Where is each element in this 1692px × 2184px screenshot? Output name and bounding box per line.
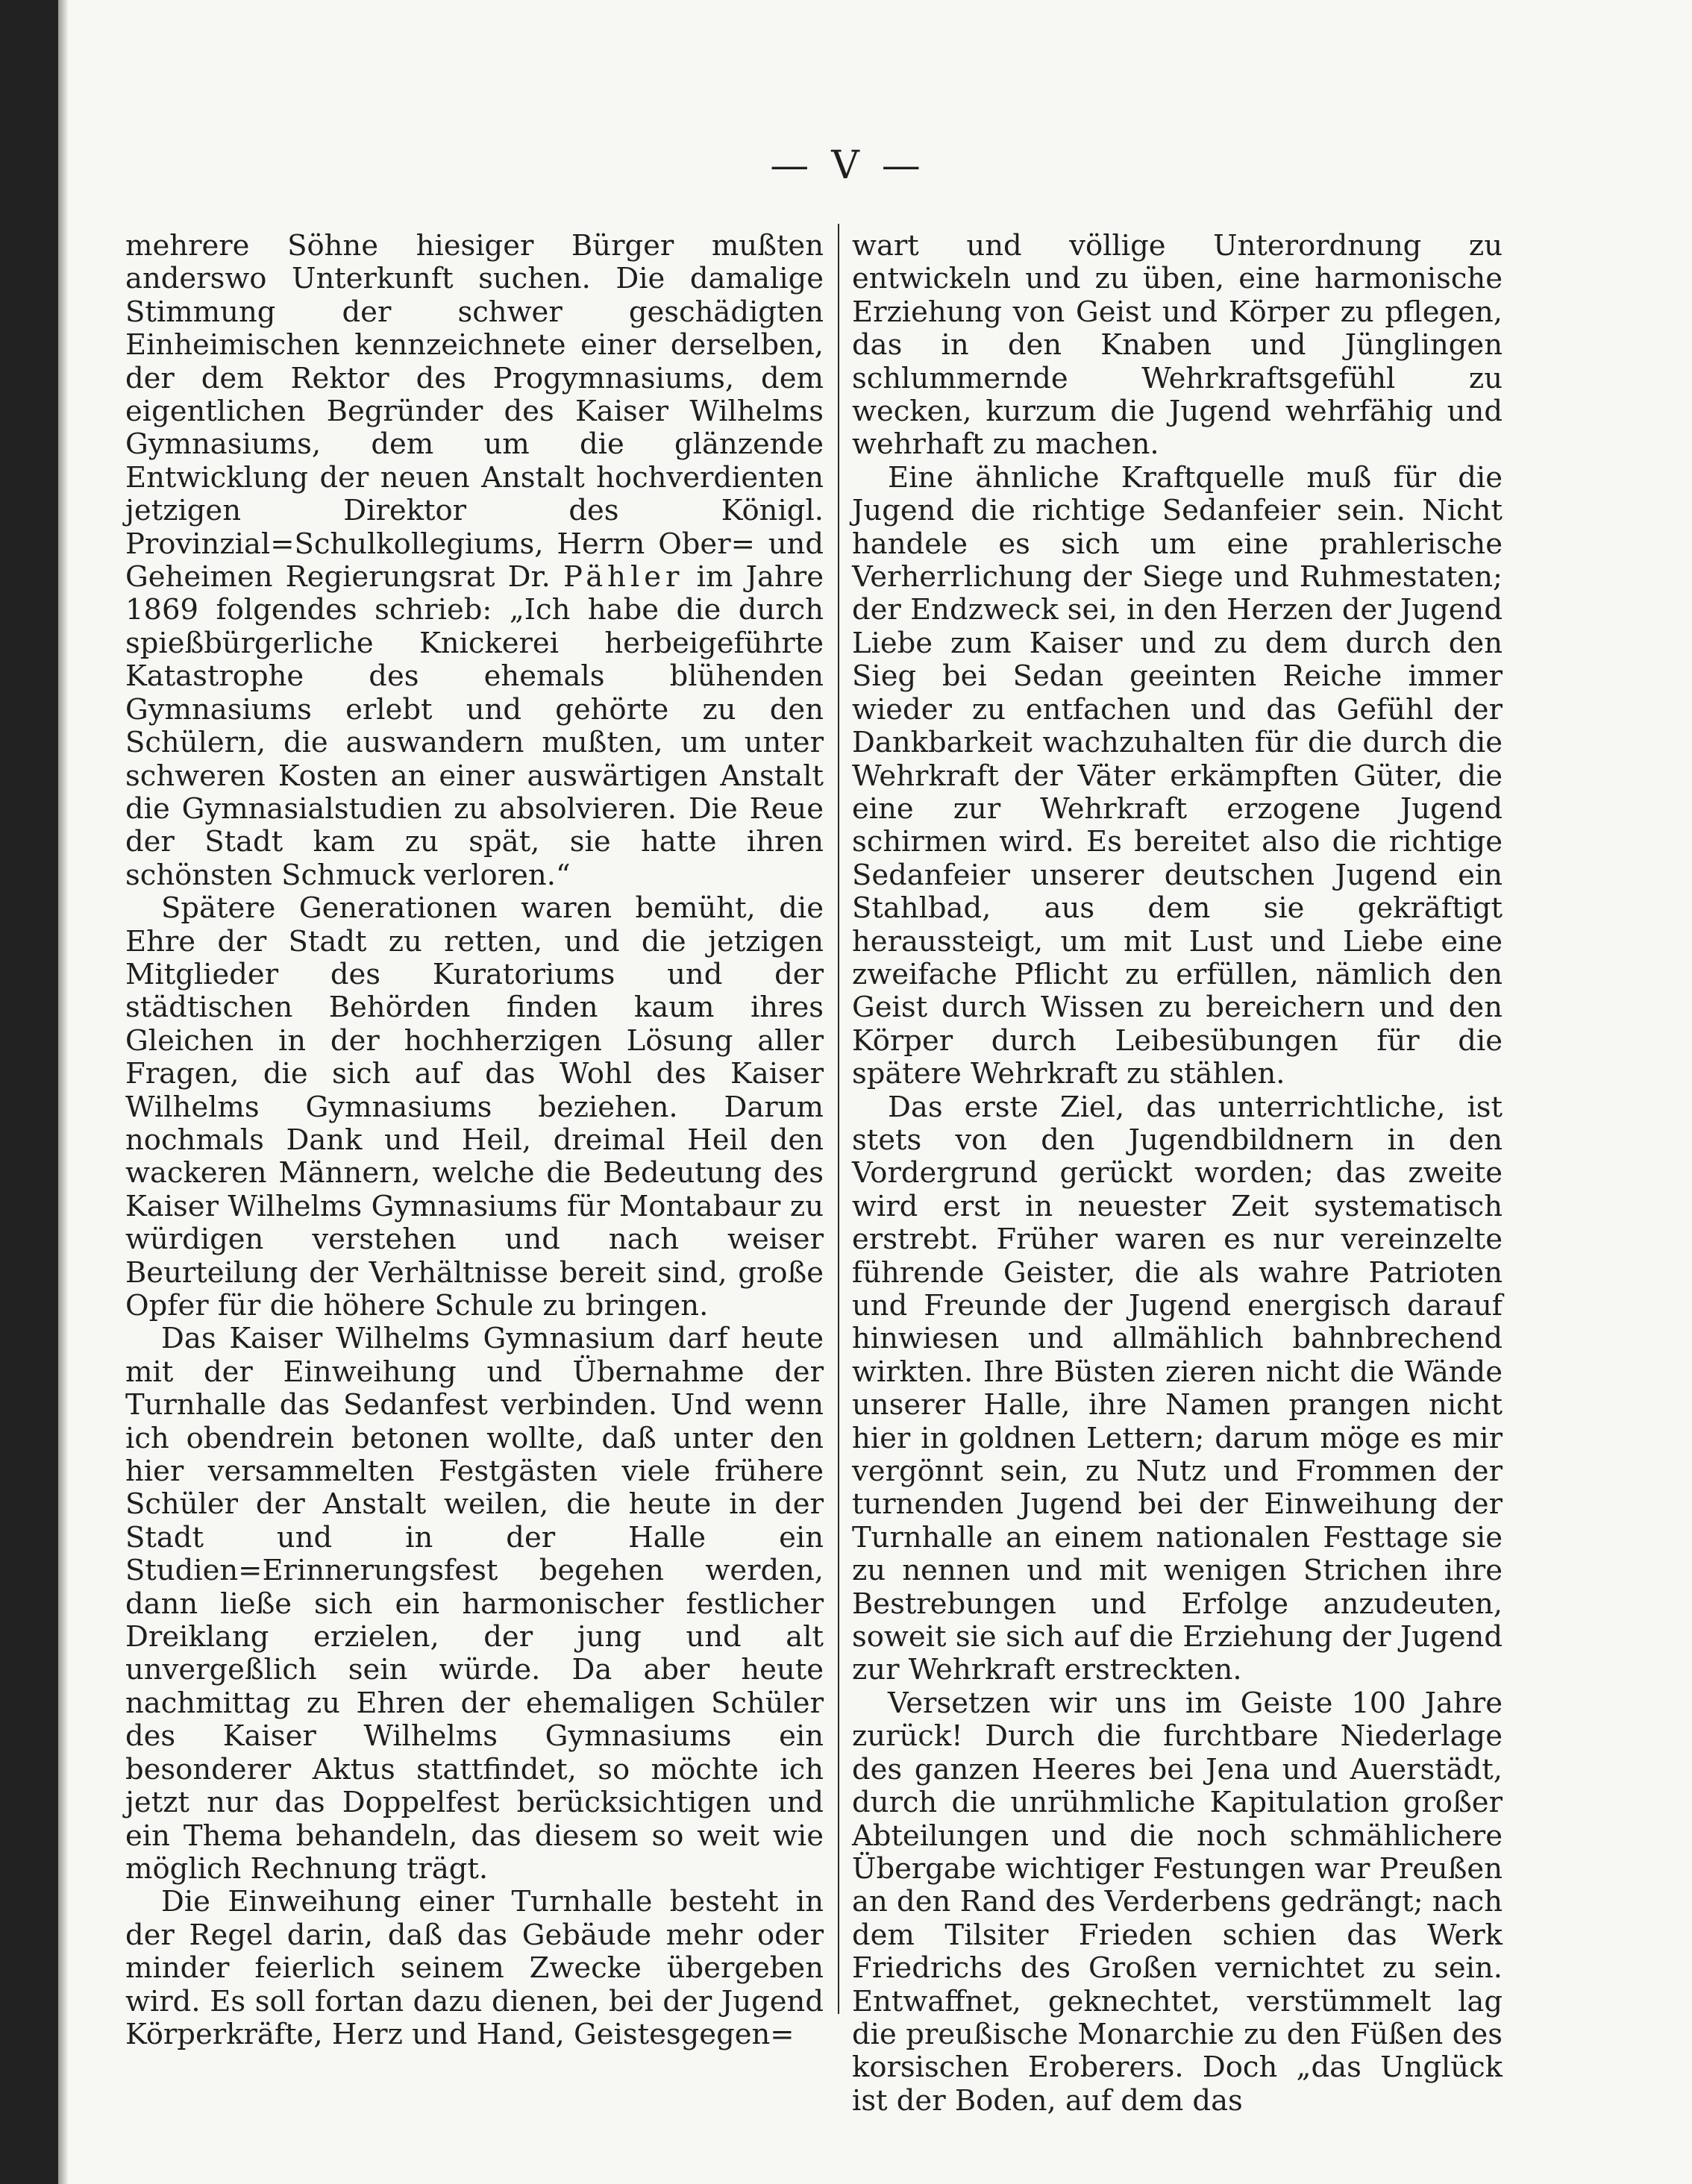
left-paragraph-4: Die Einweihung einer Turnhalle besteht in der Regel darin, daß das Gebäude mehr oder minder feierlich seinem Zwecke übergeben wird. Es soll fortan dazu dienen, bei der Jugend Körperkräfte, Herz und Hand, Geistesgegen= [125, 1885, 824, 2051]
page-binding-edge [0, 0, 58, 2184]
spaced-name-paehler: Pähler [563, 560, 684, 594]
left-paragraph-3: Das Kaiser Wilhelms Gymnasium darf heute mit der Einweihung und Übernahme der Turnhalle das Sedanfest verbinden. Und wenn ich obendrein betonen wollte, daß unter den hier versammelten Festgästen viele frühere Schüler der Anstalt weilen, die heute in der Stadt und in der Halle ein Studien=Erinnerungsfest begehen werden, dann ließe sich ein harmonischer festlicher Dreiklang erzielen, der jung und alt unvergeßlich sein würde. Da aber heute nachmittag zu Ehren der ehemaligen Schüler des Kaiser Wilhelms Gymnasiums ein besonderer Aktus stattfindet, so möchte ich jetzt nur das Doppelfest berücksichtigen und ein Thema behandeln, das diesem so weit wie möglich Rechnung trägt. [125, 1322, 824, 1886]
left-paragraph-2: Spätere Generationen waren bemüht, die Ehre der Stadt zu retten, und die jetzigen Mitglieder des Kuratoriums und der städtischen Behörden finden kaum ihres Gleichen in der hochherzigen Lösung aller Fragen, die sich auf das Wohl des Kaiser Wilhelms Gymnasiums beziehen. Darum nochmals Dank und Heil, dreimal Heil den wackeren Männern, welche die Bedeutung des Kaiser Wilhelms Gymnasiums für Montabaur zu würdigen verstehen und nach weiser Beurteilung der Verhältnisse bereit sind, große Opfer für die höhere Schule zu bringen. [125, 891, 824, 1322]
column-divider [838, 224, 839, 2014]
left-paragraph-1 [125, 230, 824, 892]
left-paragraph-1-part-1: mehrere Söhne hiesiger Bürger mußten anderswo Unterkunft suchen. Die damalige Stimmung der schwer geschädigten Einheimischen kennzeichnete einer derselben, der dem Rektor des Progymnasiums, dem eigentlichen Begründer des Kaiser Wilhelms Gymnasiums, dem um die glänzende Entwicklung der neuen Anstalt hochverdienten jetzigen Direktor des Königl. Provinzial=Schulkollegiums, Herrn Ober= und Geheimen Regierungsrat Dr. [125, 229, 824, 594]
page-binding-shadow [58, 0, 69, 2184]
right-paragraph-4: Versetzen wir uns im Geiste 100 Jahre zurück! Durch die furchtbare Niederlage des ganzen Heeres bei Jena und Auerstädt, durch die unrühmliche Kapitulation großer Abteilungen und die noch schmählichere Übergabe wichtiger Festungen war Preußen an den Rand des Verderbens gedrängt; nach dem Tilsiter Frieden schien das Werk Friedrichs des Großen vernichtet zu sein. Entwaffnet, geknechtet, verstümmelt lag die preußische Monarchie zu den Füßen des korsischen Eroberers. Doch „das Unglück ist der Boden, auf dem das [852, 1686, 1503, 2118]
page-number-header [0, 143, 1692, 188]
right-column [852, 229, 1503, 2118]
page-number-dash-right: — [881, 143, 922, 188]
left-column [125, 229, 824, 2051]
page-number-dash-left: — [770, 143, 811, 188]
right-paragraph-1: wart und völlige Unterordnung zu entwickeln und zu üben, eine harmonische Erziehung von Geist und Körper zu pflegen, das in den Knaben und Jünglingen schlummernde Wehrkraftsgefühl zu wecken, kurzum die Jugend wehrfähig und wehrhaft zu machen. [852, 229, 1503, 462]
page-number: V [831, 143, 861, 188]
right-paragraph-3: Das erste Ziel, das unterrichtliche, ist stets von den Jugendbildnern in den Vordergrund gerückt worden; das zweite wird erst in neuester Zeit systematisch erstrebt. Früher waren es nur vereinzelte führende Geister, die als wahre Patrioten und Freunde der Jugend energisch darauf hinwiesen und allmählich bahnbrechend wirkten. Ihre Büsten zieren nicht die Wände unserer Halle, ihre Namen prangen nicht hier in goldnen Lettern; darum möge es mir vergönnt sein, zu Nutz und Frommen der turnenden Jugend bei der Einweihung der Turnhalle an einem nationalen Festtage sie zu nennen und mit wenigen Strichen ihre Bestrebungen und Erfolge anzudeuten, soweit sie sich auf die Erziehung der Jugend zur Wehrkraft erstreckten. [852, 1090, 1503, 1687]
right-paragraph-2: Eine ähnliche Kraftquelle muß für die Jugend die richtige Sedanfeier sein. Nicht handele es sich um eine prahlerische Verherrlichung der Siege und Ruhmestaten; der Endzweck sei, in den Herzen der Jugend Liebe zum Kaiser und zu dem durch den Sieg bei Sedan geeinten Reiche immer wieder zu entfachen und das Gefühl der Dankbarkeit wachzuhalten für die durch die Wehrkraft der Väter erkämpften Güter, die eine zur Wehrkraft erzogene Jugend schirmen wird. Es bereitet also die richtige Sedanfeier unserer deutschen Jugend ein Stahlbad, aus dem sie gekräftigt heraussteigt, um mit Lust und Liebe eine zweifache Pflicht zu erfüllen, nämlich den Geist durch Wissen zu bereichern und den Körper durch Leibesübungen für die spätere Wehrkraft zu stählen. [852, 460, 1503, 1091]
left-paragraph-1-part-2: im Jahre 1869 folgendes schrieb: „Ich habe die durch spießbürgerliche Knickerei herbeigeführte Katastrophe des ehemals blühenden Gymnasiums erlebt und gehörte zu den Schülern, die auswandern mußten, um unter schweren Kosten an einer auswärtigen Anstalt die Gymnasialstudien zu absolvieren. Die Reue der Stadt kam zu spät, sie hatte ihren schönsten Schmuck verloren.“ [125, 560, 824, 892]
